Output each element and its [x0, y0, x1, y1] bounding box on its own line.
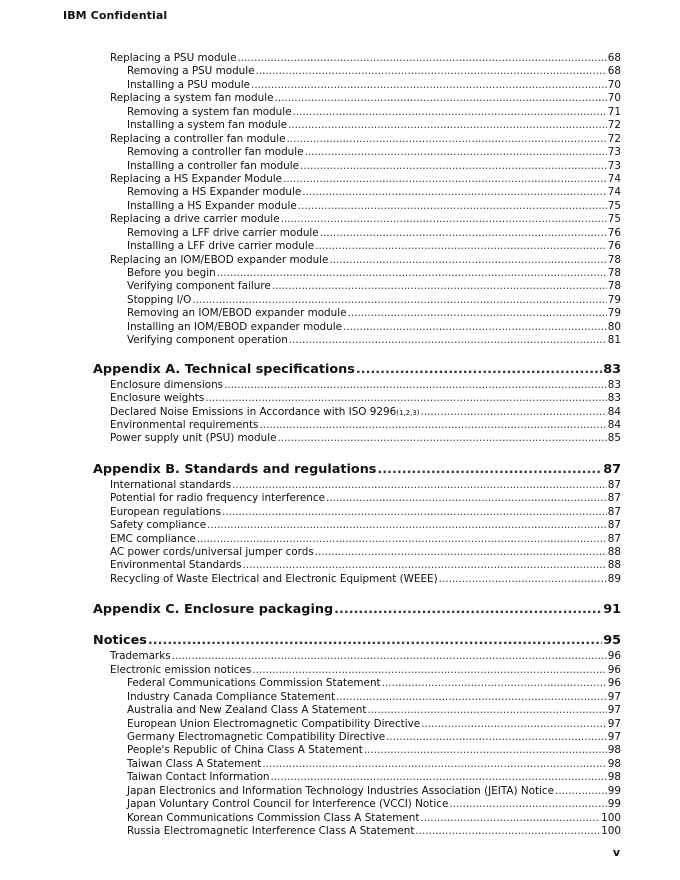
toc-entry-page: 100: [601, 825, 621, 837]
toc-entry-title: Japan Voluntary Control Council for Interference (VCCI) Notice: [127, 798, 449, 811]
toc-entry-title: Recycling of Waste Electrical and Electronic Equipment (WEEE): [110, 572, 438, 585]
toc-entry-title: People's Republic of China Class A Statement: [127, 744, 363, 757]
toc-dot-leader: [262, 758, 606, 771]
toc-entry-title: Appendix B. Standards and regulations: [93, 461, 377, 477]
toc-entry[interactable]: [93, 52, 621, 65]
toc-dot-leader: [259, 419, 606, 432]
toc-dot-leader: [386, 731, 607, 744]
toc-entry-page: 98: [607, 771, 621, 784]
toc-entry-page: 87: [607, 519, 621, 532]
toc-entry[interactable]: [93, 92, 621, 105]
toc-entry[interactable]: [93, 731, 621, 744]
toc-entry[interactable]: [93, 573, 621, 586]
toc-entry-title: Taiwan Contact Information: [127, 771, 270, 784]
toc-entry-page: 71: [607, 105, 621, 118]
toc-dot-leader: [377, 461, 602, 479]
toc-entry[interactable]: [93, 294, 621, 307]
toc-entry-title: Appendix C. Enclosure packaging: [93, 602, 334, 618]
toc-entry-title: Electronic emission notices: [110, 663, 252, 676]
toc-dot-leader: [348, 307, 607, 320]
toc-entry-title: Installing a controller fan module: [127, 159, 300, 172]
toc-dot-leader: [356, 361, 602, 379]
toc-dot-leader: [421, 718, 607, 731]
toc-entry-page: 72: [607, 132, 621, 145]
toc-entry[interactable]: [93, 65, 621, 78]
toc-entry-page: 70: [607, 92, 621, 105]
toc-chapter-entry[interactable]: [93, 601, 621, 619]
toc-entry-title: Removing a HS Expander module: [127, 186, 302, 199]
toc-entry-title: Installing a HS Expander module: [127, 199, 297, 212]
toc-entry-title: Removing a PSU module: [127, 65, 255, 78]
toc-entry-title: Federal Communications Commission Statement: [127, 677, 381, 690]
toc-entry[interactable]: [93, 280, 621, 293]
toc-entry-page: 83: [607, 392, 621, 405]
toc-entry-title: EMC compliance: [110, 532, 196, 545]
toc-entry[interactable]: [93, 106, 621, 119]
toc-dot-leader: [315, 546, 607, 559]
toc-entry-title: AC power cords/universal jumper cords: [110, 546, 314, 558]
toc-entry-title: Russia Electromagnetic Interference Class A Statement: [127, 825, 415, 837]
toc-entry-page: 76: [607, 226, 621, 239]
toc-entry-page: 72: [607, 119, 621, 132]
toc-chapter-entry[interactable]: [93, 461, 621, 479]
toc-entry-title: Removing an IOM/EBOD expander module: [127, 307, 347, 320]
toc-dot-leader: [334, 601, 602, 619]
toc-entry-page: 87: [607, 492, 621, 505]
toc-entry-page: 96: [607, 677, 621, 690]
toc-entry-title: Korean Communications Commission Class A Statement: [127, 811, 420, 824]
toc-entry-title: Replacing a system fan module: [110, 92, 274, 105]
toc-entry-page: 79: [607, 307, 621, 320]
toc-entry[interactable]: [93, 160, 621, 173]
toc-dot-leader: [283, 173, 607, 186]
toc-entry-title: European Union Electromagnetic Compatibility Directive: [127, 717, 421, 730]
toc-entry-page: 83: [607, 378, 621, 391]
toc-dot-leader: [224, 379, 607, 392]
toc-entry[interactable]: [93, 546, 621, 559]
toc-entry-page: 75: [607, 199, 621, 212]
toc-entry-page: 84: [607, 418, 621, 431]
toc-entry[interactable]: [93, 392, 621, 405]
toc-entry[interactable]: [93, 186, 621, 199]
toc-entry[interactable]: [93, 559, 621, 572]
toc-dot-leader: [449, 798, 606, 811]
toc-entry-page: 78: [607, 280, 621, 293]
toc-entry[interactable]: [93, 479, 621, 492]
toc-dot-leader: [192, 294, 606, 307]
toc-dot-leader: [243, 559, 607, 572]
toc-dot-leader: [315, 240, 607, 253]
toc-entry-page: 97: [607, 690, 621, 703]
toc-dot-leader: [222, 506, 607, 519]
toc-entry-title: Removing a controller fan module: [127, 146, 304, 159]
toc-entry-page: 73: [607, 146, 621, 159]
toc-entry-title: Verifying component failure: [127, 280, 271, 293]
toc-entry-title: Enclosure weights: [110, 392, 205, 405]
toc-dot-leader: [320, 227, 607, 240]
toc-entry[interactable]: [93, 785, 621, 798]
toc-dot-leader: [555, 785, 607, 798]
toc-entry-title: Trademarks: [110, 650, 171, 663]
toc-entry-page: 88: [607, 546, 621, 558]
toc-dot-leader: [288, 119, 607, 132]
toc-chapter-entry[interactable]: [93, 361, 621, 379]
toc-entry-title: Before you begin: [127, 267, 216, 279]
toc-entry-page: 99: [607, 784, 621, 797]
toc-dot-leader: [420, 812, 600, 825]
toc-dot-leader: [367, 704, 606, 717]
toc-entry-title: Replacing a PSU module: [110, 52, 237, 64]
toc-entry-page: 70: [607, 78, 621, 91]
toc-entry-page: 97: [607, 717, 621, 730]
toc-entry-title: International standards: [110, 478, 232, 491]
toc-entry[interactable]: [93, 200, 621, 213]
toc-dot-leader: [382, 677, 607, 690]
toc-entry[interactable]: [93, 771, 621, 784]
toc-entry-page: 84: [607, 405, 621, 418]
toc-entry[interactable]: [93, 758, 621, 771]
toc-dot-leader: [148, 632, 602, 650]
toc-dot-leader: [343, 321, 607, 334]
toc-dot-leader: [439, 573, 607, 586]
toc-entry[interactable]: [93, 213, 621, 226]
toc-entry[interactable]: [93, 650, 621, 663]
toc-entry-page: 87: [607, 505, 621, 518]
toc-entry[interactable]: [93, 79, 621, 92]
toc-entry-page: 79: [607, 293, 621, 306]
toc-entry-title: European regulations: [110, 505, 221, 518]
toc-entry-page: 87: [603, 461, 621, 477]
toc-entry-title: Taiwan Class A Statement: [127, 757, 262, 770]
toc-entry[interactable]: [93, 744, 621, 757]
toc-entry[interactable]: Declared Noise Emissions in Accordance with ISO 9296 (1,2,3) ..... 84: [93, 406, 621, 419]
toc-dot-leader: [237, 52, 606, 65]
toc-entry-title: Replacing a drive carrier module: [110, 213, 280, 226]
toc-dot-leader: [256, 65, 607, 78]
toc-dot-leader: [251, 79, 607, 92]
toc-entry[interactable]: [93, 677, 621, 690]
toc-dot-leader: [197, 533, 607, 546]
toc-entry-page: 95: [603, 633, 621, 649]
toc-entry-page: 98: [607, 757, 621, 770]
toc-dot-leader: [172, 650, 607, 663]
toc-entry[interactable]: [93, 133, 621, 146]
toc-entry[interactable]: [93, 379, 621, 392]
toc-entry-title: Installing a system fan module: [127, 119, 288, 132]
toc-entry-title: Replacing a controller fan module: [110, 132, 286, 145]
toc-dot-leader: [278, 432, 607, 445]
toc-entry-page: 76: [607, 240, 621, 253]
toc-entry-page: 74: [607, 172, 621, 185]
toc-entry[interactable]: [93, 432, 621, 445]
toc-entry-title: Replacing a HS Expander Module: [110, 172, 283, 185]
toc-entry[interactable]: [93, 825, 621, 838]
toc-entry-page: 89: [607, 572, 621, 585]
toc-dot-leader: [205, 392, 606, 405]
toc-entry[interactable]: [93, 506, 621, 519]
toc-dot-leader: [286, 133, 606, 146]
toc-entry[interactable]: [93, 240, 621, 253]
toc-entry-page: 88: [607, 559, 621, 572]
toc-entry-page: 85: [607, 432, 621, 445]
toc-entry-title: Stopping I/O: [127, 293, 192, 306]
toc-entry-page: 87: [607, 532, 621, 545]
toc-entry-page: 74: [607, 186, 621, 199]
toc-dot-leader: [329, 254, 606, 267]
toc-dot-leader: [281, 213, 607, 226]
toc-entry-title: Australia and New Zealand Class A Statement: [127, 704, 367, 717]
toc-entry-page: 100: [601, 811, 621, 824]
toc-entry[interactable]: [93, 227, 621, 240]
toc-dot-leader: [300, 160, 607, 173]
confidential-header: IBM Confidential: [63, 9, 168, 22]
toc-entry-title: Appendix A. Technical specifications: [93, 361, 355, 377]
toc-entry-page: 98: [607, 744, 621, 757]
toc-entry[interactable]: [93, 492, 621, 505]
toc-entry-page: 75: [607, 213, 621, 226]
toc-entry-page: 83: [603, 361, 621, 377]
toc-entry[interactable]: [93, 812, 621, 825]
toc-entry[interactable]: [93, 334, 621, 347]
toc-dot-leader: [293, 106, 607, 119]
toc-entry-page: 80: [607, 320, 621, 333]
toc-entry-title: Safety compliance: [110, 519, 207, 532]
toc-entry-title: Verifying component operation: [127, 334, 288, 347]
toc-entry-page: 96: [607, 650, 621, 663]
toc-dot-leader: [217, 267, 607, 280]
toc-entry-page: 99: [607, 798, 621, 811]
toc-dot-leader: [252, 664, 606, 677]
toc-entry-title: Environmental Standards: [110, 559, 242, 572]
toc-entry-page: 81: [607, 334, 621, 347]
toc-entry-page: 97: [607, 730, 621, 743]
toc-entry[interactable]: [93, 146, 621, 159]
toc-entry[interactable]: [93, 718, 621, 731]
toc-dot-leader: [336, 691, 607, 704]
toc-entry-page: 97: [607, 704, 621, 717]
toc-entry-title: Germany Electromagnetic Compatibility Directive: [127, 730, 386, 743]
toc-entry[interactable]: [93, 533, 621, 546]
toc-entry-title: Japan Electronics and Information Technology Industries Association (JEITA) Notice: [127, 784, 555, 797]
toc-entry-title: Replacing an IOM/EBOD expander module: [110, 253, 329, 266]
toc-entry[interactable]: [93, 798, 621, 811]
toc-dot-leader: [272, 280, 607, 293]
table-of-contents: [93, 52, 621, 838]
toc-entry[interactable]: [93, 119, 621, 132]
toc-dot-leader: [421, 406, 607, 419]
page-number: v: [612, 846, 620, 859]
toc-entry-page: 68: [607, 65, 621, 78]
toc-entry[interactable]: [93, 664, 621, 677]
toc-entry-title: Power supply unit (PSU) module: [110, 432, 277, 445]
toc-entry-title: Enclosure dimensions: [110, 378, 224, 391]
toc-dot-leader: [232, 479, 607, 492]
toc-dot-leader: [271, 771, 607, 784]
toc-entry-page: 78: [607, 253, 621, 266]
toc-dot-leader: [207, 519, 607, 532]
toc-entry-title: Installing a PSU module: [127, 78, 251, 91]
toc-entry[interactable]: [93, 321, 621, 334]
toc-dot-leader: [289, 334, 607, 347]
toc-entry[interactable]: [93, 691, 621, 704]
toc-entry[interactable]: [93, 267, 621, 280]
toc-entry[interactable]: [93, 173, 621, 186]
toc-entry-page: 91: [603, 602, 621, 618]
toc-dot-leader: [305, 146, 607, 159]
toc-entry-page: 78: [607, 267, 621, 279]
toc-entry-title: Installing a LFF drive carrier module: [127, 240, 315, 253]
toc-entry-page: 73: [607, 159, 621, 172]
toc-dot-leader: [326, 492, 607, 505]
toc-entry-title: Declared Noise Emissions in Accordance with ISO 9296: [110, 405, 397, 418]
toc-chapter-entry[interactable]: [93, 632, 621, 650]
toc-entry-title: Environmental requirements: [110, 418, 259, 431]
toc-entry[interactable]: [93, 519, 621, 532]
toc-entry-page: 96: [607, 663, 621, 676]
toc-dot-leader: [364, 744, 607, 757]
toc-dot-leader: [302, 186, 606, 199]
toc-dot-leader: [298, 200, 607, 213]
toc-entry-title: Removing a LFF drive carrier module: [127, 226, 319, 239]
toc-entry-title: Industry Canada Compliance Statement: [127, 690, 336, 703]
toc-entry-page: 68: [607, 52, 621, 64]
toc-entry-page: 87: [607, 478, 621, 491]
toc-entry[interactable]: [93, 419, 621, 432]
toc-dot-leader: [274, 92, 606, 105]
toc-entry-title: Installing an IOM/EBOD expander module: [127, 320, 343, 333]
toc-entry-title: Notices: [93, 633, 147, 649]
toc-entry-title: Removing a system fan module: [127, 105, 292, 118]
toc-entry-title: Potential for radio frequency interference: [110, 492, 326, 505]
toc-entry[interactable]: [93, 307, 621, 320]
toc-entry[interactable]: [93, 254, 621, 267]
toc-entry[interactable]: [93, 704, 621, 717]
toc-dot-leader: [415, 825, 600, 838]
